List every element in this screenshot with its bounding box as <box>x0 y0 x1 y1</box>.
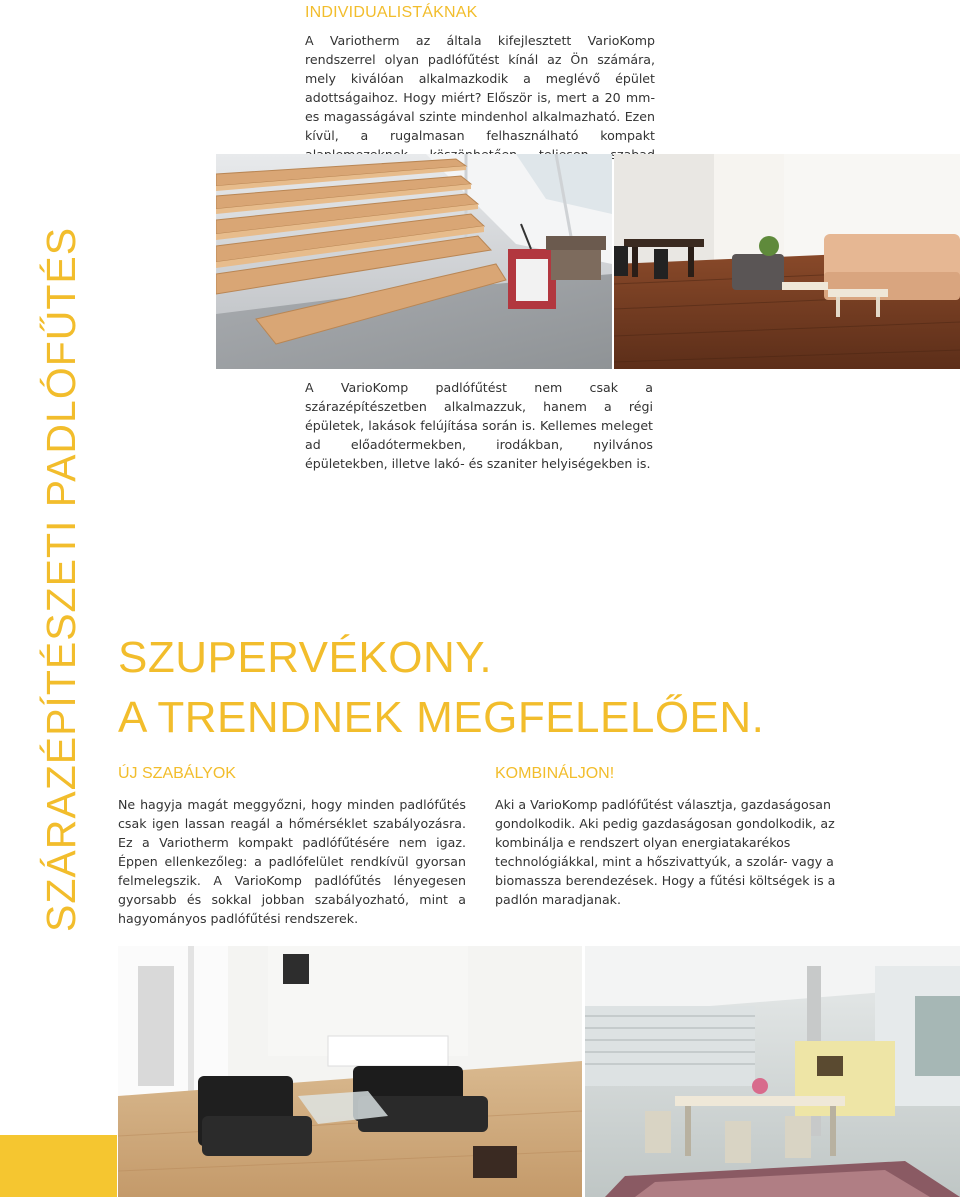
decorative-yellow-block <box>0 1135 117 1197</box>
headline-line-2: A TRENDNEK MEGFELELŐEN. <box>118 693 765 742</box>
living-room-photo <box>614 154 960 369</box>
lounge-photo <box>118 946 582 1197</box>
rules-paragraph: Ne hagyja magát meggyőzni, hogy minden padlófűtés csak igen lassan reagál a hőmérséklet szabályozásra. Ez a Variotherm kompakt padlófűtésére nem igaz. Éppen ellenkezőleg: a padlófelület rendkívül gyorsan felmelegszik. A VarioKomp padlófűtés lényegesen gyorsabb és sokkal jobban szabályozható, mint a hagyományos padlófűtési rendszerek. <box>118 797 466 926</box>
lecture-hall-photo <box>216 154 612 369</box>
combine-paragraph: Aki a VarioKomp padlófűtést választja, gazdaságosan gondolkodik. Aki pedig gazdaságosan gondolkodik, az kombinálja e rendszert olyan energiatakarékos technológiákkal, mint a hőszivattyúk, a szolár- vagy a biomassza berendezések. Hogy a fűtési költségek is a padlón maradjanak. <box>495 797 836 907</box>
combine-heading: KOMBINÁLJON! <box>495 765 615 782</box>
section-heading-individualists: INDIVIDUALISTÁKNAK <box>305 4 478 21</box>
intro-paragraph: A Variotherm az általa kifejlesztett VarioKomp rendszerrel olyan padlófűtést kínál az Ön számára, mely kiválóan alkalmazkodik a meglévő épület adottságaihoz. Hogy miért? Először is, mert a 20 mm-es magasságával szinte mindenhol alkalmazható. Ezen kívül, a rugalmasan felhasználható kompakt <box>305 33 655 143</box>
rules-heading: ÚJ SZABÁLYOK <box>118 765 236 782</box>
vertical-side-title: SZÁRAZÉPÍTÉSZETI PADLÓFŰTÉS <box>38 226 84 932</box>
headline-line-1: SZUPERVÉKONY. <box>118 633 493 682</box>
dining-room-photo <box>585 946 960 1197</box>
usage-paragraph: A VarioKomp padlófűtést nem csak a szárazépítészetben alkalmazzuk, hanem a régi épületek, lakások felújítása során is. Kellemes meleget ad előadótermekben, irodákban, nyilvános épületekben, illetve lakó- és szaniter helyiségekben is. <box>305 380 653 471</box>
